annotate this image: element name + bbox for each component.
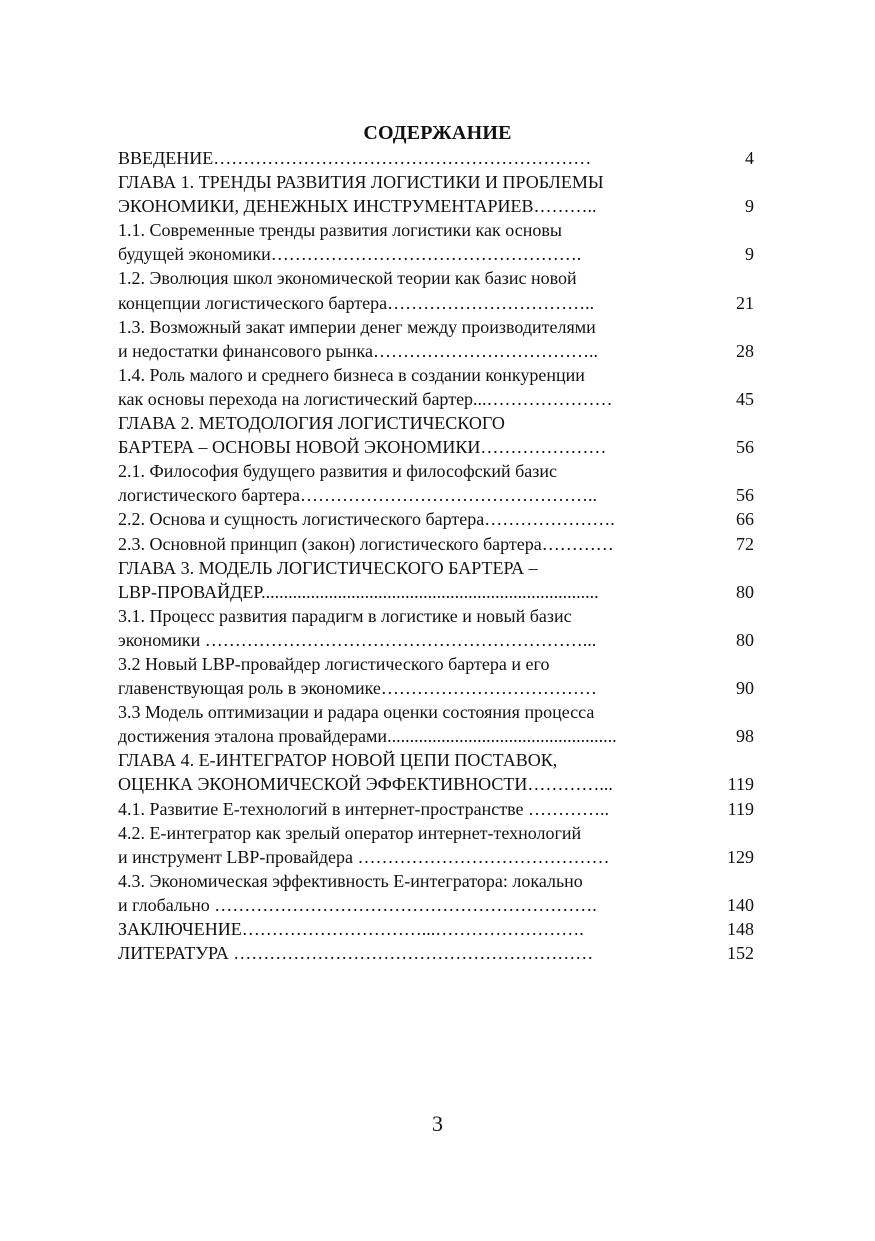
- toc-entry-title: 1.2. Эволюция школ экономической теории как базис новой концепции логистического бартера……………………………..: [118, 268, 595, 313]
- toc-entry: [118, 146, 758, 170]
- toc-entry-title: 4.3. Экономическая эффективность Е-интегратора: локально и глобально ……………………………………………………….: [118, 870, 597, 915]
- toc-entry-title: 3.3 Модель оптимизации и радара оценки состояния процесса достижения эталона провайдерами...................................................: [118, 702, 617, 747]
- page-title: СОДЕРЖАНИЕ: [363, 122, 512, 144]
- toc-entry: [118, 748, 758, 796]
- toc-entry: [118, 797, 758, 821]
- toc-entry: [118, 821, 758, 869]
- toc-entry: [118, 218, 758, 266]
- toc-entry-title: 4.2. Е-интегратор как зрелый оператор интернет-технологий и инструмент LBP-провайдера ……………………………………: [118, 822, 610, 867]
- toc-entry-page: 21: [736, 292, 754, 313]
- toc-entry-title: 1.1. Современные тренды развития логистики как основы будущей экономики…………………………………………….: [118, 220, 582, 265]
- toc-entry-page: 4: [745, 148, 754, 168]
- toc-entry: [118, 869, 758, 917]
- toc-entry-page: 56: [736, 437, 754, 458]
- table-of-contents: [118, 146, 758, 965]
- toc-entry-title: ВВЕДЕНИЕ………………………………………………………: [118, 148, 592, 168]
- toc-entry-title: 1.3. Возможный закат империи денег между производителями и недостатки финансового рынка………………………………..: [118, 316, 599, 361]
- toc-entry-page: 119: [727, 798, 754, 819]
- toc-entry-page: 129: [727, 846, 754, 867]
- toc-entry-title: 3.2 Новый LBP-провайдер логистического бартера и его главенствующая роль в экономике………………………………: [118, 653, 597, 699]
- toc-entry: [118, 507, 758, 531]
- toc-entry: [118, 700, 758, 748]
- toc-entry-page: 66: [736, 509, 754, 530]
- toc-entry-page: 56: [736, 485, 754, 506]
- toc-entry-title: 2.1. Философия будущего развития и философский базис логистического бартера…………………………………………..: [118, 461, 597, 506]
- toc-entry-title: 2.2. Основа и сущность логистического бартера………………….: [118, 509, 615, 530]
- toc-entry-page: 148: [727, 919, 754, 939]
- toc-entry-page: 80: [736, 629, 754, 650]
- toc-entry-page: 140: [727, 894, 754, 915]
- toc-entry: [118, 411, 758, 459]
- toc-entry-page: 9: [745, 244, 754, 265]
- toc-entry-page: 119: [727, 774, 754, 795]
- toc-entry: [118, 941, 758, 965]
- toc-entry-title: 2.3. Основной принцип (закон) логистического бартера…………: [118, 533, 614, 554]
- toc-entry-page: 45: [736, 388, 754, 409]
- toc-entry-title: ЛИТЕРАТУРА ……………………………………………………: [118, 943, 594, 964]
- toc-entry-title: ГЛАВА 2. МЕТОДОЛОГИЯ ЛОГИСТИЧЕСКОГО БАРТЕРА – ОСНОВЫ НОВОЙ ЭКОНОМИКИ…………………: [118, 413, 607, 458]
- toc-entry-page: 80: [736, 581, 754, 602]
- toc-entry-page: 9: [745, 196, 754, 217]
- toc-entry-title: ЗАКЛЮЧЕНИЕ…………………………...…………………….: [118, 919, 584, 939]
- toc-entry-title: 1.4. Роль малого и среднего бизнеса в создании конкуренции как основы перехода на логистический бартер...…………………: [118, 364, 613, 409]
- toc-entry: [118, 170, 758, 218]
- toc-entry-page: 90: [736, 678, 754, 699]
- toc-entry: [118, 532, 758, 556]
- toc-entry: [118, 363, 758, 411]
- toc-entry-page: 98: [736, 726, 754, 747]
- toc-entry-title: 4.1. Развитие Е-технологий в интернет-пространстве …………..: [118, 798, 609, 819]
- toc-entry: [118, 604, 758, 652]
- page-number: 3: [432, 1111, 443, 1136]
- toc-entry-page: 152: [727, 943, 754, 964]
- toc-entry-title: 3.1. Процесс развития парадигм в логистике и новый базис экономики ………………………………………………………...: [118, 605, 597, 650]
- toc-entry-title: ГЛАВА 3. МОДЕЛЬ ЛОГИСТИЧЕСКОГО БАРТЕРА – LBP-ПРОВАЙДЕР...........................................................................: [118, 557, 599, 602]
- toc-entry: [118, 266, 758, 314]
- toc-entry-page: 72: [736, 533, 754, 554]
- toc-entry: [118, 652, 758, 700]
- toc-entry: [118, 315, 758, 363]
- toc-entry-title: ГЛАВА 4. Е-ИНТЕГРАТОР НОВОЙ ЦЕПИ ПОСТАВОК, ОЦЕНКА ЭКОНОМИЧЕСКОЙ ЭФФЕКТИВНОСТИ…………...: [118, 750, 613, 795]
- toc-entry-title: ГЛАВА 1. ТРЕНДЫ РАЗВИТИЯ ЛОГИСТИКИ И ПРОБЛЕМЫ ЭКОНОМИКИ, ДЕНЕЖНЫХ ИНСТРУМЕНТАРИЕВ………..: [118, 172, 604, 217]
- toc-entry: [118, 556, 758, 604]
- toc-entry: [118, 459, 758, 507]
- toc-entry: [118, 917, 758, 941]
- toc-entry-page: 28: [736, 340, 754, 361]
